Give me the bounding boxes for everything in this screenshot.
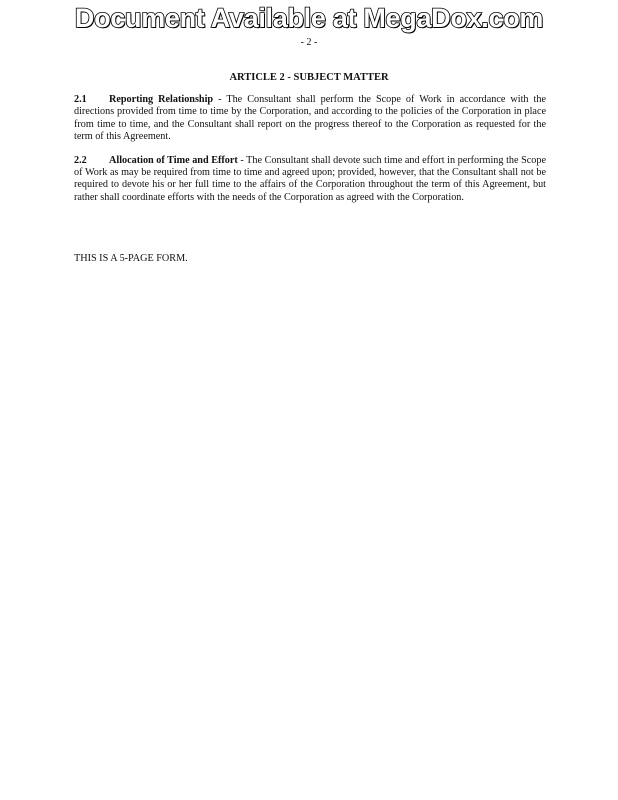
section-2-1 — [74, 94, 546, 144]
section-body: - The Consultant shall perform the Scope of Work in accordance with the directions provided from time to time by the Corporation, and according to the policies of the Corporation in place from time to time, and the Consultant shall report on the progress thereof to the Corporation as requested for the term of this Agreement. — [74, 94, 546, 143]
page-number: - 2 - — [300, 37, 318, 48]
section-title: Reporting Relationship — [109, 94, 214, 105]
megadox-watermark: Document Available at MegaDox.com — [74, 3, 544, 33]
document-body — [74, 94, 546, 215]
section-number: 2.2 — [74, 154, 87, 166]
section-number: 2.1 — [74, 94, 87, 105]
section-body: - The Consultant shall devote such time and effort in performing the Scope of Work as may be required from time to time and agreed upon; provided, however, that the Consultant shall not be required to devote his or her full time to the affairs of the Corporation throughout the term of this Agreement, but rather shall coordinate efforts with the needs of the Corporation as agreed with the Corporation. — [74, 154, 546, 203]
section-2-2 — [74, 155, 546, 205]
section-title: Allocation of Time and Effort — [109, 154, 238, 166]
form-length-note: THIS IS A 5-PAGE FORM. — [74, 253, 188, 264]
article-heading: ARTICLE 2 - SUBJECT MATTER — [229, 72, 389, 83]
